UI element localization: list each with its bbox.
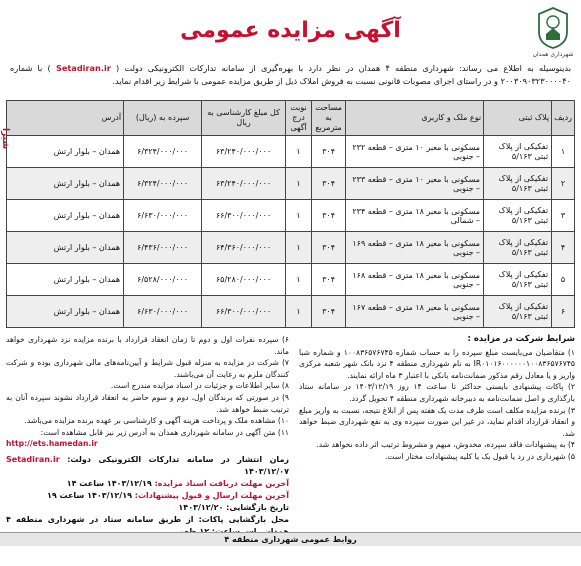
table-row xyxy=(7,168,575,200)
table-header-row xyxy=(7,101,575,136)
cell-index: ۱ xyxy=(552,136,575,168)
cell-ad-round: ۱ xyxy=(286,168,312,200)
condition-item: ۷) شرکت در مزایده به منزله قبول شرایط و آیین‌نامه‌های مالی شهرداری بوده و شرکت کنندگان ملزم به رعایت آن می‌باشند. xyxy=(6,358,289,379)
date-line-opening xyxy=(6,502,289,514)
date-value: ۱۴۰۳/۱۲/۲۰ xyxy=(178,502,224,512)
intro-part-1: بدینوسیله به اطلاع می رساند: شهرداری منطقه ۴ همدان در نظر دارد با بهره‌گیری از سامانه تدارکات الکترونیکی دولت ( xyxy=(110,63,571,73)
cell-index: ۲ xyxy=(552,168,575,200)
table-row xyxy=(7,136,575,168)
date-line-docs xyxy=(6,478,289,490)
cell-index: ۵ xyxy=(552,264,575,296)
cell-area: ۳۰۴ xyxy=(312,200,346,232)
cell-base-price: ۶۳/۲۴۰/۰۰۰/۰۰۰ xyxy=(202,136,286,168)
cell-address: همدان – بلوار ارتش xyxy=(7,200,124,232)
cell-index: ۳ xyxy=(552,200,575,232)
cell-area: ۳۰۴ xyxy=(312,296,346,328)
condition-item: ۱) متقاضیان می‌بایست مبلغ سپرده را به حساب شماره ۱۰۰۸۳۶۵۷۶۷۴۵ و شماره شبا IR۰۱۰۱۶۰۰۰۰۰۰۱۰۰۸۳۶۵۷۶۷۴۵ به نام شهرداری منطقه ۴ نزد بانک شهر شعبه مرکزی واریز و یا معادل رقم مذکور ضمانت‌نامه بانکی با اعتبار ۳ ماه ارائه نمایند. xyxy=(299,347,575,380)
cell-ad-round: ۱ xyxy=(286,136,312,168)
cell-base-price: ۶۳/۲۴۰/۰۰۰/۰۰۰ xyxy=(202,168,286,200)
date-label: تاریخ بازگشایی: xyxy=(223,502,289,512)
cell-type: مسکونی با معبر ۱۸ متری – قطعه ۱۶۹ – جنوبی xyxy=(346,232,484,264)
condition-item: ۶) سپرده نفرات اول و دوم تا زمان انعقاد قرارداد با برنده مزایده نزد شهرداری خواهد ماند. xyxy=(6,335,289,356)
logo-caption: شهرداری همدان xyxy=(532,51,574,58)
condition-item: ۱۰) مشاهده ملک و پرداخت هزینه آگهی و کارشناسی بر عهده برنده مزایده می‌باشد. xyxy=(24,416,289,426)
cell-address: همدان – بلوار ارتش xyxy=(7,168,124,200)
cell-ad-round: ۱ xyxy=(286,296,312,328)
date-value: ۱۴۰۳/۱۲/۰۷ xyxy=(244,466,289,476)
intro-part-2: ) با شماره ۲۰۰۳۰۹۰۳۲۳۰۰۰۰۴۰ و در راستای اجرای مصوبات قانونی نسبت به فروش املاک ذیل از طریق مزایده عمومی با شرایط زیر اقدام نماید. xyxy=(10,63,571,86)
cell-address: همدان – بلوار ارتش xyxy=(7,296,124,328)
date-value: ۱۴۰۳/۱۲/۱۹ ساعت ۱۹ xyxy=(46,490,132,500)
date-label: آخرین مهلت ارسال و قبول پیشنهادات: xyxy=(131,490,289,500)
condition-item: ۳) برنده مزایده مکلف است ظرف مدت یک هفته پس از ابلاغ نتیجه، نسبت به واریز مبلغ و انعقاد قرارداد اقدام نماید، در غیر این صورت سپرده وی به نفع شهرداری ضبط خواهد شد. xyxy=(299,405,575,438)
cell-ad-round: ۱ xyxy=(286,200,312,232)
cell-deposit: ۶/۳۲۴/۰۰۰/۰۰۰ xyxy=(124,168,202,200)
date-label: زمان انتشار در سامانه تدارکات الکترونیکی دولت: xyxy=(59,454,289,464)
cell-base-price: ۶۵/۲۸۰/۰۰۰/۰۰۰ xyxy=(202,264,286,296)
date-label: محل بازگشایی پاکات: از طریق سامانه ستاد در شهرداری منطقه ۴ xyxy=(6,514,289,524)
page-title: آگهی مزایده عمومی xyxy=(180,18,401,43)
municipality-site-link[interactable]: http://ets.hamedan.ir xyxy=(6,439,98,449)
cell-address: همدان – بلوار ارتش xyxy=(7,232,124,264)
cell-plate: تفکیکی از پلاک ثبتی ۵/۱۶۳ xyxy=(484,232,552,264)
date-label: آخرین مهلت دریافت اسناد مزایده: xyxy=(151,478,289,488)
condition-item: ۵) شهرداری در رد یا قبول یک یا کلیه پیشنهادات مختار است. xyxy=(385,451,575,461)
header-deposit: سپرده به (ریال) xyxy=(124,101,202,136)
intro-paragraph xyxy=(6,62,575,96)
cell-area: ۳۰۴ xyxy=(312,232,346,264)
setad-site-link[interactable]: Setadiran.ir xyxy=(55,63,111,73)
date-value: ۱۴۰۳/۱۲/۱۹ ساعت ۱۴ xyxy=(66,478,152,488)
table-row xyxy=(7,200,575,232)
municipality-logo-icon xyxy=(536,6,570,50)
cell-address: همدان – بلوار ارتش xyxy=(7,136,124,168)
header-base-price: کل مبلغ کارشناسی به ریال xyxy=(202,101,286,136)
condition-item: ۹) در صورتی که برندگان اول، دوم و سوم حاضر به انعقاد قرارداد نشوند سپرده آنان به ترتیب ضبط خواهد شد. xyxy=(6,392,289,414)
table-row xyxy=(7,232,575,264)
cell-index: ۴ xyxy=(552,232,575,264)
municipality-logo xyxy=(531,6,575,62)
cell-area: ۳۰۴ xyxy=(312,264,346,296)
cell-plate: تفکیکی از پلاک ثبتی ۵/۱۶۳ xyxy=(484,168,552,200)
properties-table xyxy=(6,100,575,328)
cell-area: ۳۰۴ xyxy=(312,168,346,200)
cell-plate: تفکیکی از پلاک ثبتی ۵/۱۶۳ xyxy=(484,264,552,296)
cell-deposit: ۶/۵۲۸/۰۰۰/۰۰۰ xyxy=(124,264,202,296)
conditions-title: شرایط شرکت در مزایده : xyxy=(467,334,575,344)
cell-deposit: ۶/۶۳۰/۰۰۰/۰۰۰ xyxy=(124,296,202,328)
side-watermark: شیرا xyxy=(0,128,10,150)
cell-base-price: ۶۶/۳۰۰/۰۰۰/۰۰۰ xyxy=(202,200,286,232)
cell-type: مسکونی با معبر ۱۸ متری – قطعه ۱۶۸ – جنوبی xyxy=(346,264,484,296)
footer-bar: روابط عمومی شهرداری منطقه ۴ xyxy=(0,532,581,546)
header-index: ردیف xyxy=(552,101,575,136)
header-ad-round: نوبت درج آگهی xyxy=(286,101,312,136)
cell-area: ۳۰۴ xyxy=(312,136,346,168)
header-type: نوع ملک و کاربری xyxy=(346,101,484,136)
cell-base-price: ۶۴/۳۶۰/۰۰۰/۰۰۰ xyxy=(202,232,286,264)
table-row xyxy=(7,264,575,296)
cell-deposit: ۶/۶۳۰/۰۰۰/۰۰۰ xyxy=(124,200,202,232)
header-plate: پلاک ثبتی xyxy=(484,101,552,136)
condition-item: ۱۱) متن آگهی در سامانه شهرداری همدان به آدرس زیر نیز قابل مشاهده است: xyxy=(40,427,289,437)
date-line-submit xyxy=(6,490,289,502)
table-row xyxy=(7,296,575,328)
key-dates xyxy=(6,454,289,538)
header-address: آدرس xyxy=(7,101,124,136)
cell-ad-round: ۱ xyxy=(286,232,312,264)
setad-site-link[interactable]: Setadiran.ir xyxy=(6,454,60,464)
condition-item: ۸) سایر اطلاعات و جزئیات در اسناد مزایده مندرج است. xyxy=(110,381,289,391)
cell-deposit: ۶/۴۳۶/۰۰۰/۰۰۰ xyxy=(124,232,202,264)
cell-deposit: ۶/۳۲۴/۰۰۰/۰۰۰ xyxy=(124,136,202,168)
cell-plate: تفکیکی از پلاک ثبتی ۵/۱۶۳ xyxy=(484,296,552,328)
condition-item: ۲) پاکات پیشنهادی بایستی حداکثر تا ساعت ۱۴ روز ۱۴۰۳/۱۲/۱۹ در سامانه ستاد بارگذاری و اصل ضمانت‌نامه به دبیرخانه شهرداری منطقه ۴ تحویل گردد. xyxy=(299,382,575,403)
cell-type: مسکونی با معبر ۱۸ متری – قطعه ۱۶۷ – جنوبی xyxy=(346,296,484,328)
header-area: مساحت به مترمربع xyxy=(312,101,346,136)
cell-base-price: ۶۶/۳۰۰/۰۰۰/۰۰۰ xyxy=(202,296,286,328)
date-line-publish xyxy=(6,454,289,478)
condition-item: ۴) به پیشنهادات فاقد سپرده، مخدوش، مبهم و مشروط ترتیب اثر داده نخواهد شد. xyxy=(316,440,575,450)
cell-plate: تفکیکی از پلاک ثبتی ۵/۱۶۳ xyxy=(484,200,552,232)
cell-type: مسکونی با معبر ۱۰ متری – قطعه ۲۳۲ – جنوبی xyxy=(346,136,484,168)
cell-type: مسکونی با معبر ۱۰ متری – قطعه ۲۳۳ – جنوبی xyxy=(346,168,484,200)
cell-address: همدان – بلوار ارتش xyxy=(7,264,124,296)
notice-header xyxy=(6,6,575,68)
cell-index: ۶ xyxy=(552,296,575,328)
cell-plate: تفکیکی از پلاک ثبتی ۵/۱۶۳ xyxy=(484,136,552,168)
cell-ad-round: ۱ xyxy=(286,264,312,296)
cell-type: مسکونی با معبر ۱۸ متری – قطعه ۲۳۴ – شمالی xyxy=(346,200,484,232)
